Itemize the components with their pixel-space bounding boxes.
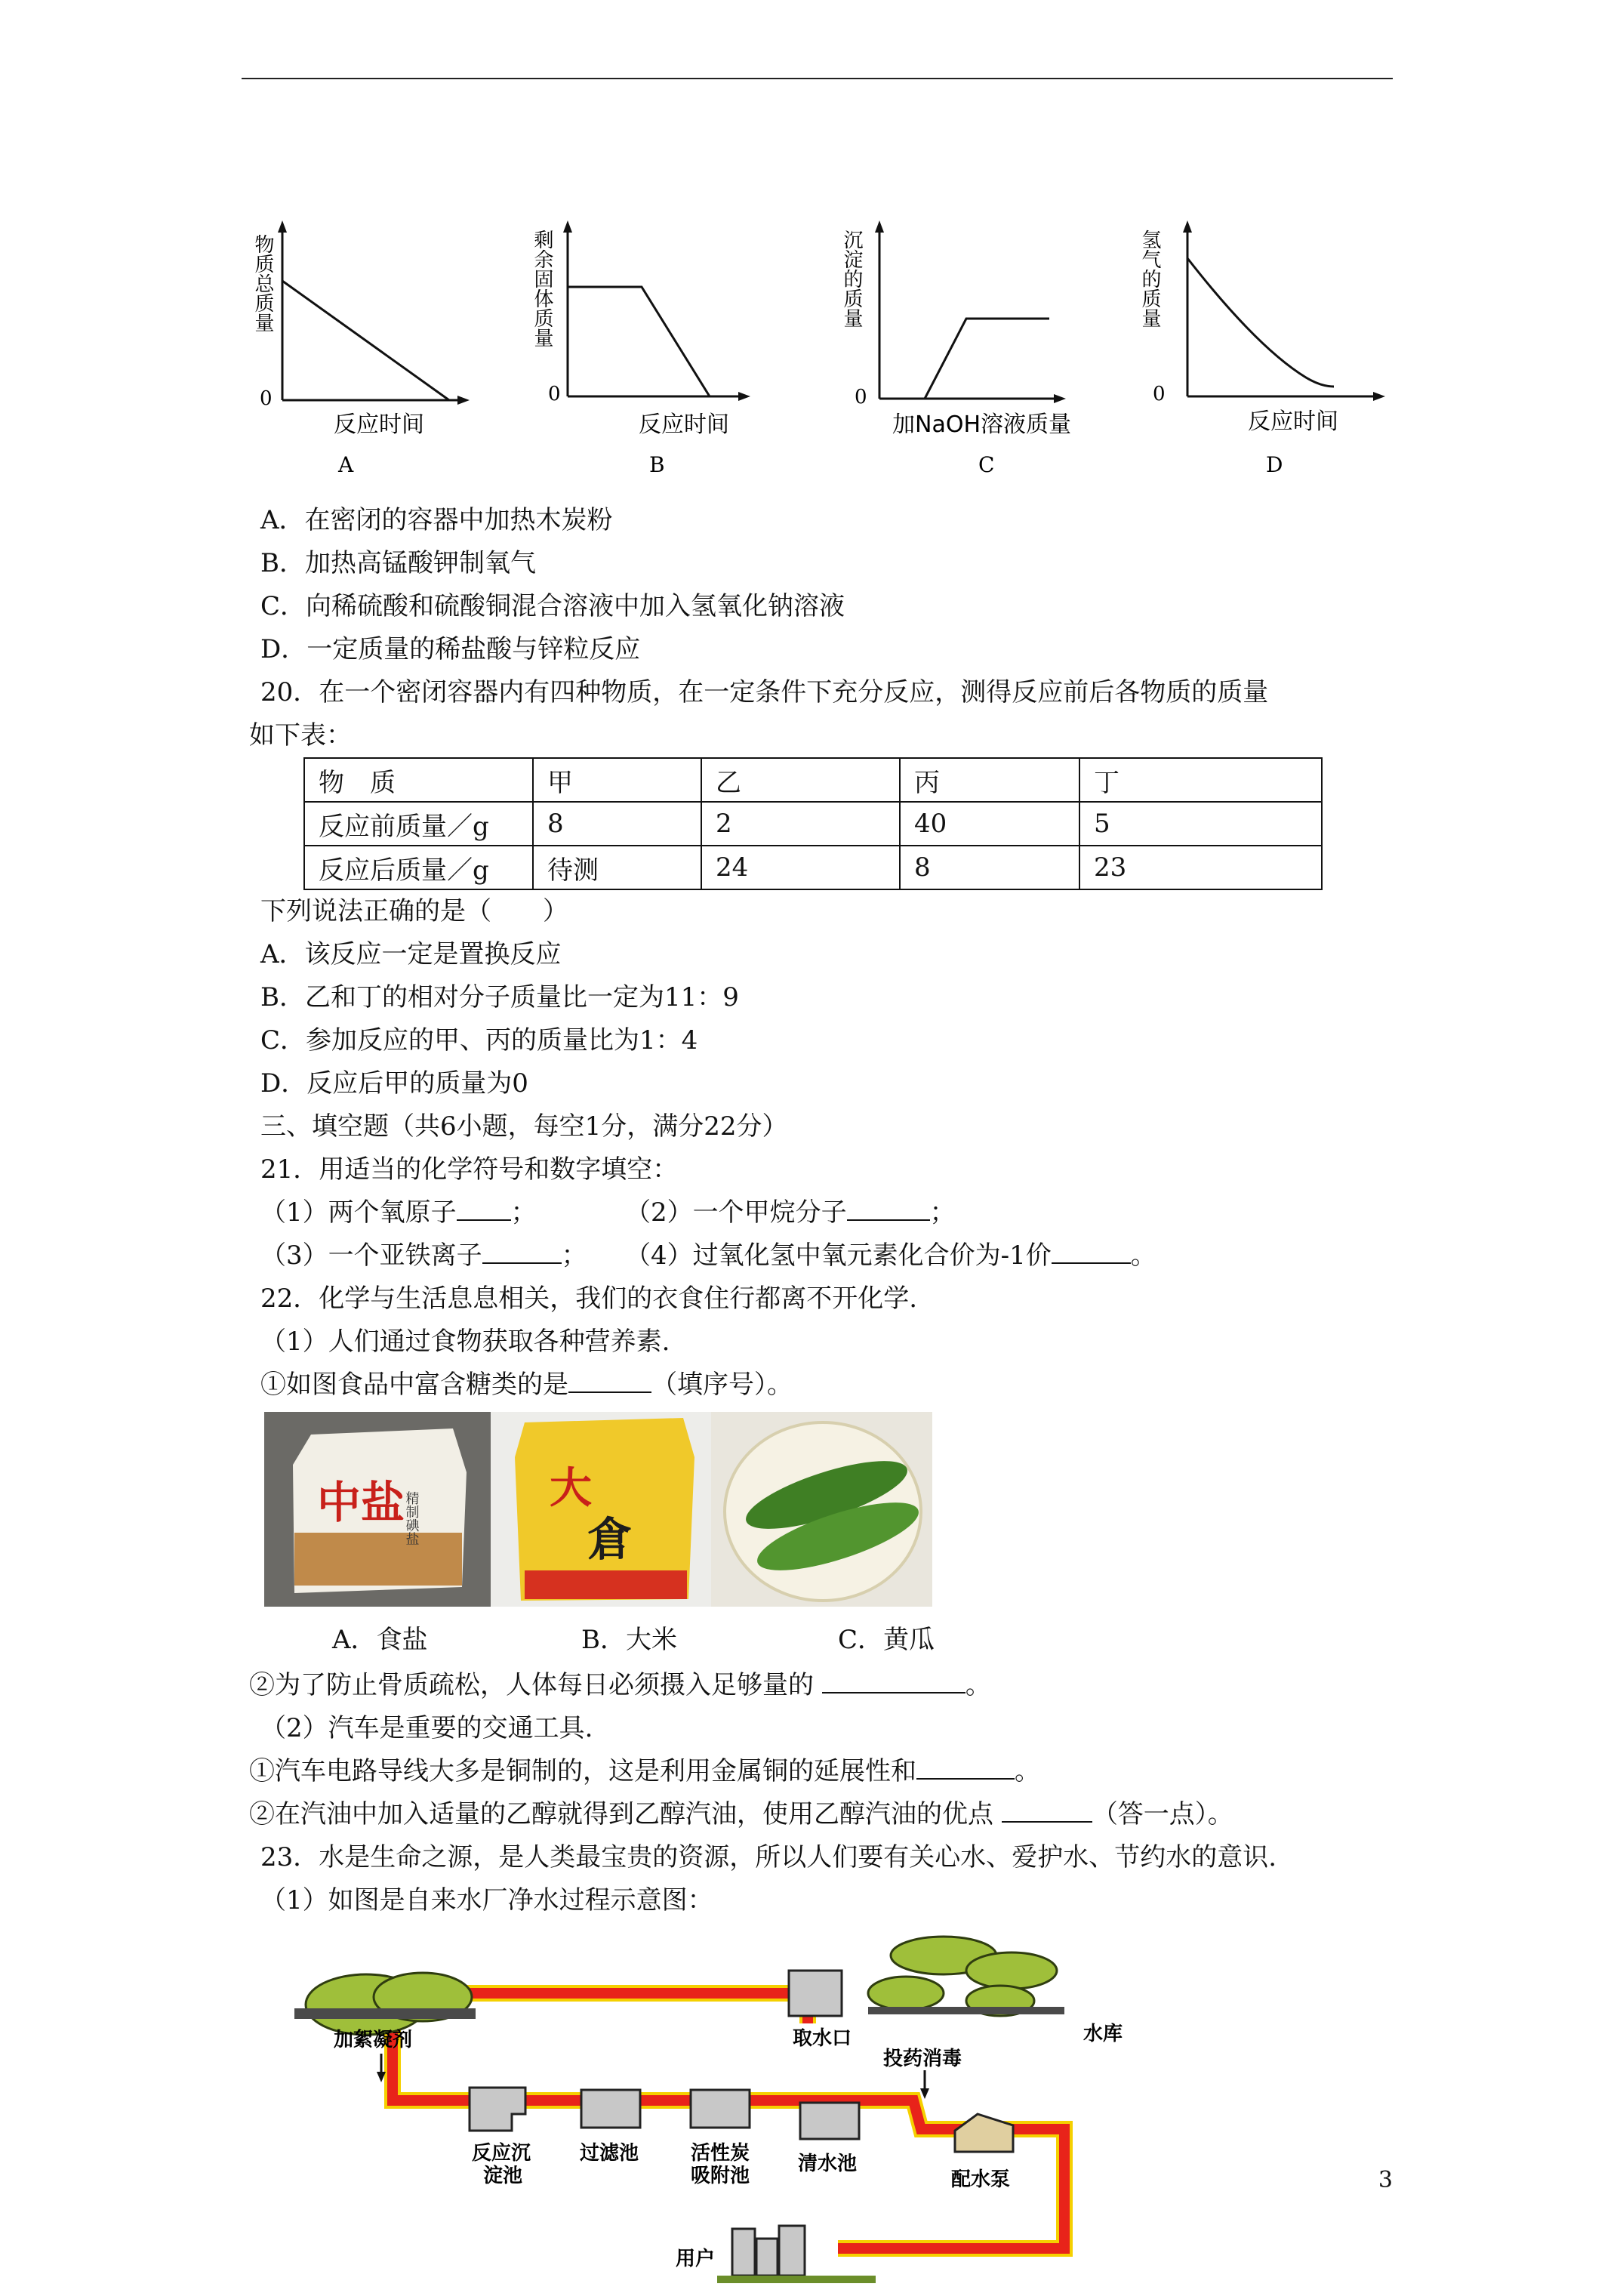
chart-c-ylabel: 沉淀的质量 (840, 230, 863, 328)
salt-bag-band (294, 1533, 462, 1586)
chart-d (1136, 219, 1393, 476)
chart-b-ylabel: 剩余固体质量 (531, 230, 553, 347)
label-tank3a: 活性炭 (691, 2142, 750, 2165)
q22-blank2 (822, 1669, 965, 1693)
q23-stem: 23．水是生命之源，是人类最宝贵的资源，所以人们要有关心水、爱护水、节约水的意识. (260, 1842, 1277, 1872)
chart-a-yarrow (278, 220, 287, 233)
q21-part3: （3）一个亚铁离子 (260, 1240, 482, 1271)
table-cell: 甲 (533, 758, 701, 802)
q21-line4 (625, 1239, 1156, 1272)
chart-b (528, 219, 755, 476)
label-tank2: 过滤池 (580, 2142, 639, 2165)
q22-sub2a-text: ①汽车电路导线大多是铜制的，这是利用金属铜的延展性和 (249, 1756, 916, 1786)
rice-logo: 大 (550, 1463, 592, 1513)
label-reservoir: 水库 (1083, 2023, 1123, 2045)
q22-sub1a-text: ①如图食品中富含糖类的是 (260, 1370, 568, 1400)
q19-option-d: D．一定质量的稀盐酸与锌粒反应 (260, 634, 641, 664)
chart-c-caption: C (978, 452, 995, 476)
table-cell: 2 (701, 802, 900, 846)
q22-sub2b-end: （答一点）。 (1092, 1799, 1233, 1829)
label-intake: 取水口 (793, 2027, 852, 2050)
header-rule (242, 78, 1393, 79)
chart-d-ylabel: 氢气的质量 (1138, 230, 1161, 328)
q21-part3-end: ； (561, 1240, 587, 1271)
building-2-icon (756, 2239, 778, 2276)
table-cell: 40 (900, 802, 1079, 846)
q21-stem: 21．用适当的化学符号和数字填空： (260, 1154, 679, 1185)
q21-part4-end: 。 (1130, 1240, 1156, 1271)
chart-c-origin: 0 (855, 386, 867, 408)
q22-sub2: （2）汽车是重要的交通工具. (260, 1713, 593, 1743)
table-cell: 反应前质量／g (304, 802, 533, 846)
q22-blank1 (568, 1369, 651, 1393)
q20-table (303, 757, 1323, 890)
pump-icon (955, 2114, 1013, 2152)
label-tank1a: 反应沉 (472, 2142, 531, 2165)
chart-c-xarrow (1054, 394, 1066, 403)
ground-user (717, 2276, 876, 2283)
q20-option-a: A．该反应一定是置换反应 (260, 939, 562, 969)
q21-part1: （1）两个氧原子 (260, 1197, 457, 1228)
table-cell: 8 (900, 846, 1079, 889)
q21-part1-end: ； (510, 1197, 537, 1228)
chart-d-yarrow (1183, 220, 1192, 233)
food-photos (264, 1412, 932, 1607)
q22-sub1b (249, 1669, 991, 1702)
intake-icon (789, 1971, 842, 2016)
section-heading: 三、填空题（共6小题，每空1分，满分22分） (260, 1111, 788, 1142)
chart-a-curve (282, 281, 449, 400)
q22-sub2b (249, 1798, 1233, 1831)
label-tank3b: 吸附池 (691, 2165, 750, 2187)
chart-c-curve (925, 319, 1049, 399)
tank-clear-water-icon (800, 2103, 859, 2139)
chart-d-xlabel: 反应时间 (1248, 408, 1338, 435)
q20-option-d: D．反应后甲的质量为0 (260, 1068, 528, 1099)
chart-a-caption: A (338, 452, 354, 476)
q19-option-b: B．加热高锰酸钾制氧气 (260, 548, 536, 578)
ground-left (294, 2008, 476, 2019)
q21-part2: （2）一个甲烷分子 (625, 1197, 847, 1228)
tank-carbon-icon (691, 2090, 750, 2128)
table-row (304, 802, 1322, 846)
q21-part2-end: ； (929, 1197, 956, 1228)
chart-a-origin: 0 (260, 387, 273, 410)
q21-blank4 (1052, 1240, 1131, 1264)
building-3-icon (779, 2226, 805, 2276)
label-tank1b: 淀池 (483, 2165, 523, 2187)
salt-logo: 中盐 (317, 1477, 405, 1528)
label-coagulant: 加絮凝剂 (334, 2029, 413, 2051)
q22-sub1b-end: 。 (965, 1670, 991, 1700)
q22-sub1b-text: ②为了防止骨质疏松，人体每日必须摄入足够量的 (249, 1670, 814, 1700)
table-row (304, 846, 1322, 889)
label-user: 用户 (676, 2248, 716, 2270)
chart-b-curve (568, 287, 710, 396)
q21-line2 (625, 1196, 956, 1229)
chart-a-xarrow (457, 396, 470, 405)
chart-c-yarrow (875, 220, 884, 233)
q22-sub2a-end: 。 (1015, 1756, 1040, 1786)
q22-sub2a (249, 1755, 1040, 1788)
table-cell: 待测 (533, 846, 701, 889)
q22-sub1a (260, 1368, 793, 1401)
q19-option-a: A．在密闭的容器中加热木炭粉 (260, 505, 613, 535)
q22-sub2b-text: ②在汽油中加入适量的乙醇就得到乙醇汽油，使用乙醇汽油的优点 (249, 1799, 993, 1829)
q20-prompt: 下列说法正确的是（ ） (260, 896, 568, 926)
table-cell: 乙 (701, 758, 900, 802)
tank-sedimentation-icon (470, 2088, 525, 2131)
food-option-c: C．黄瓜 (838, 1625, 935, 1655)
chart-a (249, 219, 476, 476)
rice-bag-band (525, 1570, 687, 1599)
table-cell: 23 (1079, 846, 1322, 889)
q22-sub1a-end: （填序号）。 (651, 1370, 793, 1400)
table-cell: 丁 (1079, 758, 1322, 802)
chart-d-curve (1187, 258, 1334, 387)
disinfect-arrowhead (920, 2088, 929, 2099)
chart-b-caption: B (649, 452, 665, 476)
food-option-b: B．大米 (581, 1625, 677, 1655)
building-1-icon (732, 2229, 755, 2276)
q21-blank2 (847, 1197, 930, 1221)
chart-d-origin: 0 (1153, 383, 1166, 405)
q23-sub1: （1）如图是自来水厂净水过程示意图： (260, 1885, 713, 1915)
q20-stem-line2: 如下表： (249, 720, 352, 750)
q22-stem: 22．化学与生活息息相关，我们的衣食住行都离不开化学. (260, 1284, 918, 1314)
label-tank4: 清水池 (798, 2153, 858, 2175)
label-disinfect: 投药消毒 (883, 2048, 962, 2070)
q21-part4: （4）过氧化氢中氧元素化合价为-1价 (625, 1240, 1052, 1271)
water-treatment-diagram (294, 1933, 1163, 2295)
rice-logo-2: 倉 (587, 1514, 633, 1567)
q21-blank1 (457, 1197, 511, 1221)
tree-reservoir-3-icon (868, 1977, 944, 2010)
table-cell: 物 质 (304, 758, 533, 802)
label-pump: 配水泵 (951, 2168, 1011, 2191)
table-cell: 丙 (900, 758, 1079, 802)
q22-blank3 (916, 1755, 1015, 1780)
food-option-a: A．食盐 (332, 1625, 428, 1655)
tree-reservoir-2-icon (966, 1952, 1057, 1989)
chart-d-xarrow (1373, 392, 1385, 401)
q22-sub1: （1）人们通过食物获取各种营养素. (260, 1327, 670, 1357)
q21-blank3 (482, 1240, 562, 1264)
chart-a-ylabel: 物质总质量 (251, 234, 274, 332)
q21-line3 (260, 1239, 587, 1272)
page-number: 3 (1378, 2167, 1393, 2193)
chart-d-caption: D (1266, 452, 1283, 476)
chart-c (838, 219, 1095, 476)
q20-option-c: C．参加反应的甲、丙的质量比为1：4 (260, 1025, 698, 1056)
table-cell: 24 (701, 846, 900, 889)
q19-option-c: C．向稀硫酸和硫酸铜混合溶液中加入氢氧化钠溶液 (260, 591, 845, 621)
chart-b-xarrow (738, 392, 750, 401)
chart-b-xlabel: 反应时间 (639, 411, 729, 438)
q20-stem-line1: 20．在一个密闭容器内有四种物质，在一定条件下充分反应，测得反应前后各物质的质量 (260, 677, 1269, 707)
ground-reservoir (868, 2007, 1064, 2014)
chart-b-yarrow (563, 220, 572, 233)
tank-filter-icon (581, 2090, 640, 2128)
q22-blank4 (1002, 1798, 1092, 1823)
chart-a-xlabel: 反应时间 (334, 411, 424, 438)
q21-line1 (260, 1196, 537, 1229)
chart-c-xlabel: 加NaOH溶液质量 (892, 411, 1071, 438)
salt-label: 精制碘盐 (403, 1491, 420, 1546)
table-row (304, 758, 1322, 802)
q20-option-b: B．乙和丁的相对分子质量比一定为11：9 (260, 982, 739, 1012)
table-cell: 5 (1079, 802, 1322, 846)
table-cell: 反应后质量／g (304, 846, 533, 889)
chart-b-origin: 0 (548, 383, 561, 405)
table-cell: 8 (533, 802, 701, 846)
